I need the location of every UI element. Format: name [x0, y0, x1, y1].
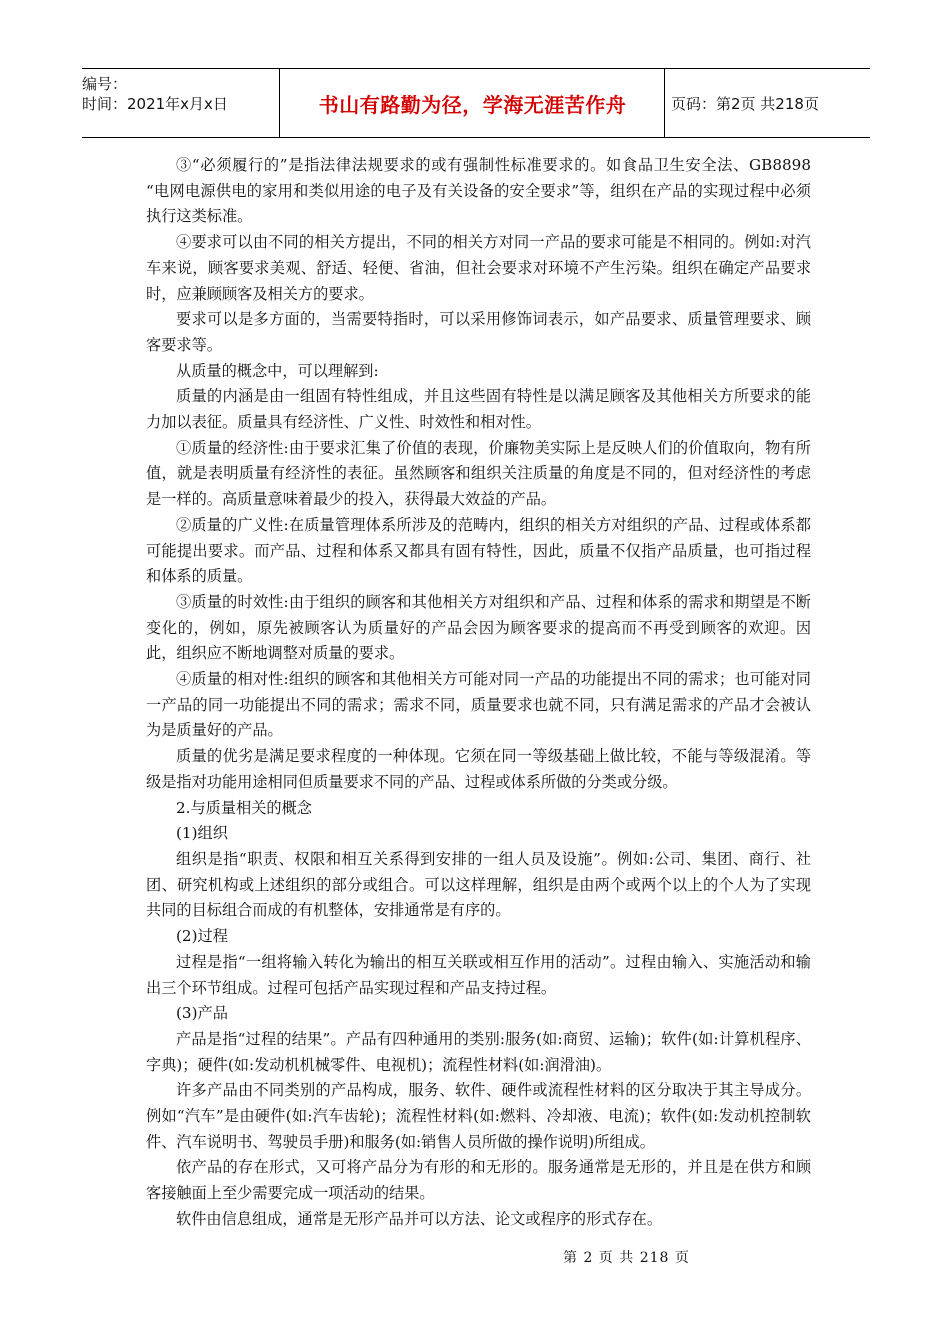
paragraph: ④质量的相对性:组织的顾客和其他相关方可能对同一产品的功能提出不同的需求；也可能对同一产品的同一功能提出不同的需求；需求不同，质量要求也就不同，只有满足需求的产品才会被认为是质量好的产品。: [146, 670, 811, 740]
paragraph: ③“必须履行的”是指法律法规要求的或有强制性标准要求的。如食品卫生安全法、GB8898 “电网电源供电的家用和类似用途的电子及有关设备的安全要求”等，组织在产品的实现过程中必须执行这类标准。: [146, 156, 811, 226]
paragraph: 组织是指“职责、权限和相互关系得到安排的一组人员及设施”。例如:公司、集团、商行、社团、研究机构或上述组织的部分或组合。可以这样理解，组织是由两个或两个以上的个人为了实现共同的目标组合而成的有机整体，安排通常是有序的。: [146, 849, 811, 920]
subsection-heading: (2)过程: [176, 927, 228, 946]
paragraph: 依产品的存在形式，又可将产品分为有形的和无形的。服务通常是无形的，并且是在供方和顾客接触面上至少需要完成一项活动的结果。: [146, 1158, 811, 1203]
paragraph: 产品是指“过程的结果”。产品有四种通用的类别:服务(如:商贸、运输)；软件(如:计算机程序、字典)；硬件(如:发动机机械零件、电视机)；流程性材料(如:润滑油)。: [146, 1029, 811, 1074]
header-page-cell: [665, 69, 870, 137]
paragraph: 质量的内涵是由一组固有特性组成，并且这些固有特性是以满足顾客及其他相关方所要求的能力加以表征。质量具有经济性、广义性、时效性和相对性。: [146, 387, 811, 432]
doc-number-label: 编号：: [82, 75, 128, 93]
doc-date-label: 时间：2021年x月x日: [82, 95, 228, 113]
paragraph: ③质量的时效性:由于组织的顾客和其他相关方对组织和产品、过程和体系的需求和期望是不断变化的，例如，原先被顾客认为质量好的产品会因为顾客要求的提高而不再受到顾客的欢迎。因此，组织应不断地调整对质量的要求。: [146, 592, 811, 663]
page-header: [82, 68, 870, 138]
header-page-number: 页码：第2页 共218页: [671, 94, 819, 113]
paragraph: 从质量的概念中，可以理解到:: [176, 361, 379, 380]
paragraph: 许多产品由不同类别的产品构成，服务、软件、硬件或流程性材料的区分取决于其主导成分。例如“汽车”是由硬件(如:汽车齿轮)；流程性材料(如:燃料、冷却液、电流)；软件(如:发动机控制软件、汽车说明书、驾驶员手册)和服务(如:销售人员所做的操作说明)所组成。: [146, 1081, 811, 1151]
paragraph: ④要求可以由不同的相关方提出，不同的相关方对同一产品的要求可能是不相同的。例如:对汽车来说，顾客要求美观、舒适、轻便、省油，但社会要求对环境不产生污染。组织在确定产品要求时，应兼顾顾客及相关方的要求。: [146, 233, 811, 303]
paragraph: ①质量的经济性:由于要求汇集了价值的表现，价廉物美实际上是反映人们的价值取向，物有所值，就是表明质量有经济性的表征。虽然顾客和组织关注质量的角度是不同的，但对经济性的考虑是一样的。高质量意味着最少的投入，获得最大效益的产品。: [146, 438, 811, 509]
subsection-heading: (3)产品: [176, 1004, 228, 1023]
paragraph: 软件由信息组成，通常是无形产品并可以方法、论文或程序的形式存在。: [176, 1209, 662, 1228]
paragraph: 过程是指“一组将输入转化为输出的相互关联或相互作用的活动”。过程由输入、实施活动和输出三个环节组成。过程可包括产品实现过程和产品支持过程。: [146, 952, 811, 997]
header-motto-cell: [281, 69, 665, 137]
document-body: [146, 153, 811, 1233]
section-heading: 2.与质量相关的概念: [176, 798, 312, 817]
header-meta: [82, 69, 280, 137]
header-motto: 书山有路勤为径，学海无涯苦作舟: [318, 92, 627, 117]
paragraph: 要求可以是多方面的，当需要特指时，可以采用修饰词表示，如产品要求、质量管理要求、顾客要求等。: [146, 310, 811, 354]
paragraph: 质量的优劣是满足要求程度的一种体现。它须在同一等级基础上做比较，不能与等级混淆。等级是指对功能用途相同但质量要求不同的产品、过程或体系所做的分类或分级。: [146, 747, 811, 791]
paragraph: ②质量的广义性:在质量管理体系所涉及的范畴内，组织的相关方对组织的产品、过程或体系都可能提出要求。而产品、过程和体系又都具有固有特性，因此，质量不仅指产品质量，也可指过程和体系的质量。: [146, 515, 811, 586]
subsection-heading: (1)组织: [176, 824, 228, 843]
page-footer: 第 2 页 共 218 页: [563, 1250, 690, 1266]
